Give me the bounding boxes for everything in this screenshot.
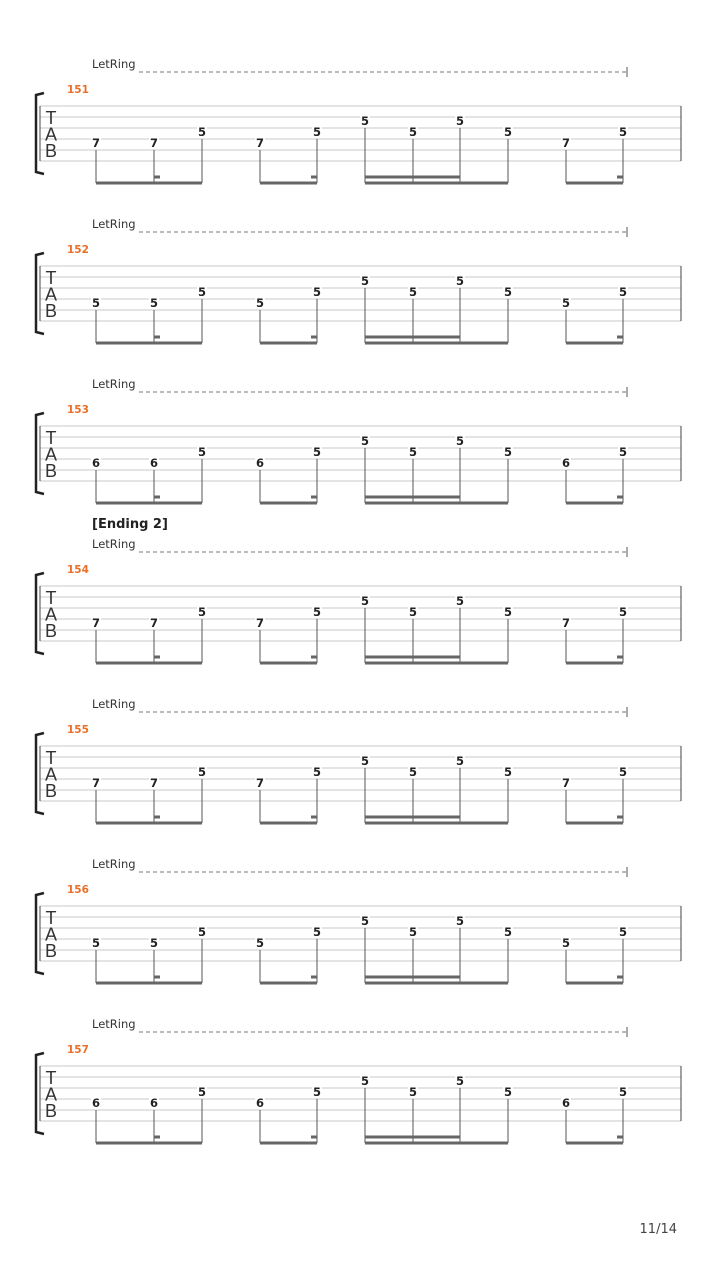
fret-number: 6 [149, 1096, 159, 1110]
fret-number: 5 [455, 914, 465, 928]
beam [365, 182, 508, 185]
fret-number: 5 [312, 765, 322, 779]
fret-number: 5 [312, 445, 322, 459]
beam [96, 822, 202, 825]
tab-letter-t: T [45, 748, 57, 768]
fret-number: 5 [91, 936, 101, 950]
beam-stub [154, 976, 160, 979]
beam [96, 502, 202, 505]
beam [96, 342, 202, 345]
beam [96, 662, 202, 665]
fret-number: 5 [618, 285, 628, 299]
fret-number: 5 [197, 285, 207, 299]
beam-secondary [365, 336, 460, 339]
fret-number: 5 [618, 765, 628, 779]
fret-number: 5 [455, 274, 465, 288]
measure-number: 154 [67, 564, 89, 576]
fret-number: 5 [360, 754, 370, 768]
tab-letter-b: B [44, 301, 58, 321]
tab-letter-a: A [44, 124, 58, 145]
fret-number: 5 [197, 445, 207, 459]
tab-letter-t: T [45, 908, 57, 928]
fret-number: 5 [618, 605, 628, 619]
letring-label: LetRing [92, 377, 136, 391]
fret-number: 5 [408, 445, 418, 459]
fret-number: 5 [408, 765, 418, 779]
fret-number: 5 [455, 1074, 465, 1088]
fret-number: 5 [197, 605, 207, 619]
tab-letter-t: T [45, 108, 57, 128]
fret-number: 5 [503, 1085, 513, 1099]
fret-number: 5 [503, 285, 513, 299]
beam [260, 502, 317, 505]
fret-number: 5 [503, 925, 513, 939]
fret-number: 5 [360, 1074, 370, 1088]
fret-number: 7 [91, 616, 101, 630]
tab-letter-t: T [45, 588, 57, 608]
tab-letter-a: A [44, 444, 58, 465]
fret-number: 7 [255, 776, 265, 790]
fret-number: 6 [561, 456, 571, 470]
beam-stub [311, 816, 317, 819]
beam [365, 822, 508, 825]
tab-letter-a: A [44, 284, 58, 305]
tab-letter-b: B [44, 941, 58, 961]
fret-number: 5 [618, 925, 628, 939]
fret-number: 5 [360, 274, 370, 288]
fret-number: 6 [255, 456, 265, 470]
beam-secondary [365, 176, 460, 179]
tab-letter-b: B [44, 781, 58, 801]
tab-letter-a: A [44, 764, 58, 785]
fret-number: 6 [561, 1096, 571, 1110]
section-label: [Ending 2] [92, 517, 168, 532]
fret-number: 5 [408, 1085, 418, 1099]
fret-number: 7 [255, 136, 265, 150]
fret-number: 5 [149, 296, 159, 310]
fret-number: 5 [455, 594, 465, 608]
fret-number: 6 [149, 456, 159, 470]
fret-number: 5 [503, 605, 513, 619]
fret-number: 5 [561, 936, 571, 950]
beam [566, 822, 623, 825]
fret-number: 5 [312, 605, 322, 619]
beam [365, 342, 508, 345]
measure-number: 155 [67, 724, 89, 736]
beam-stub [154, 656, 160, 659]
beam [566, 502, 623, 505]
fret-number: 5 [360, 914, 370, 928]
tab-letter-t: T [45, 268, 57, 288]
beam-secondary [365, 976, 460, 979]
fret-number: 5 [408, 925, 418, 939]
beam [566, 182, 623, 185]
tab-letter-b: B [44, 1101, 58, 1121]
tab-letter-b: B [44, 461, 58, 481]
letring-label: LetRing [92, 1017, 136, 1031]
measure-number: 152 [67, 244, 89, 256]
measure-number: 156 [67, 884, 89, 896]
beam-stub [617, 496, 623, 499]
fret-number: 7 [561, 776, 571, 790]
fret-number: 7 [149, 776, 159, 790]
beam [566, 342, 623, 345]
beam-stub [154, 176, 160, 179]
letring-label: LetRing [92, 57, 136, 71]
fret-number: 5 [197, 125, 207, 139]
beam-stub [154, 496, 160, 499]
beam [260, 822, 317, 825]
fret-number: 5 [618, 1085, 628, 1099]
fret-number: 7 [255, 616, 265, 630]
letring-label: LetRing [92, 217, 136, 231]
beam [260, 182, 317, 185]
fret-number: 5 [408, 125, 418, 139]
beam [96, 982, 202, 985]
fret-number: 5 [503, 125, 513, 139]
fret-number: 6 [91, 456, 101, 470]
beam [365, 1142, 508, 1145]
measure-number: 153 [67, 404, 89, 416]
measure-number: 151 [67, 84, 89, 96]
fret-number: 5 [197, 925, 207, 939]
beam-stub [617, 336, 623, 339]
tab-letter-b: B [44, 621, 58, 641]
fret-number: 5 [197, 765, 207, 779]
beam [96, 182, 202, 185]
fret-number: 6 [255, 1096, 265, 1110]
fret-number: 5 [408, 605, 418, 619]
fret-number: 5 [312, 925, 322, 939]
letring-label: LetRing [92, 537, 136, 551]
fret-number: 5 [360, 434, 370, 448]
fret-number: 5 [91, 296, 101, 310]
fret-number: 7 [149, 136, 159, 150]
measure-number: 157 [67, 1044, 89, 1056]
fret-number: 5 [197, 1085, 207, 1099]
fret-number: 5 [561, 296, 571, 310]
fret-number: 5 [455, 434, 465, 448]
letring-label: LetRing [92, 697, 136, 711]
fret-number: 5 [312, 1085, 322, 1099]
tab-letter-t: T [45, 428, 57, 448]
fret-number: 5 [455, 754, 465, 768]
beam-stub [617, 816, 623, 819]
beam [260, 342, 317, 345]
fret-number: 5 [618, 445, 628, 459]
beam-stub [311, 1136, 317, 1139]
beam [365, 982, 508, 985]
beam [96, 1142, 202, 1145]
beam [365, 502, 508, 505]
tab-letter-a: A [44, 924, 58, 945]
tab-letter-a: A [44, 604, 58, 625]
beam [566, 662, 623, 665]
beam-stub [154, 336, 160, 339]
fret-number: 7 [561, 616, 571, 630]
beam-stub [311, 976, 317, 979]
fret-number: 7 [91, 776, 101, 790]
fret-number: 5 [360, 594, 370, 608]
fret-number: 5 [255, 936, 265, 950]
beam [365, 662, 508, 665]
beam-stub [311, 656, 317, 659]
fret-number: 5 [455, 114, 465, 128]
beam [260, 662, 317, 665]
fret-number: 5 [408, 285, 418, 299]
beam-stub [311, 496, 317, 499]
beam-stub [311, 336, 317, 339]
tab-letter-b: B [44, 141, 58, 161]
tab-letter-a: A [44, 1084, 58, 1105]
fret-number: 5 [149, 936, 159, 950]
fret-number: 5 [312, 125, 322, 139]
beam-secondary [365, 816, 460, 819]
fret-number: 6 [91, 1096, 101, 1110]
beam-stub [617, 656, 623, 659]
beam-stub [617, 976, 623, 979]
fret-number: 7 [561, 136, 571, 150]
fret-number: 5 [255, 296, 265, 310]
page-number: 11/14 [639, 1222, 677, 1237]
beam-secondary [365, 1136, 460, 1139]
letring-label: LetRing [92, 857, 136, 871]
beam [260, 982, 317, 985]
fret-number: 5 [312, 285, 322, 299]
beam-secondary [365, 496, 460, 499]
beam-stub [311, 176, 317, 179]
fret-number: 5 [503, 445, 513, 459]
fret-number: 7 [149, 616, 159, 630]
fret-number: 7 [91, 136, 101, 150]
beam [260, 1142, 317, 1145]
tab-letter-t: T [45, 1068, 57, 1088]
beam-stub [617, 176, 623, 179]
beam [566, 1142, 623, 1145]
fret-number: 5 [618, 125, 628, 139]
fret-number: 5 [360, 114, 370, 128]
beam-stub [154, 816, 160, 819]
beam-stub [617, 1136, 623, 1139]
beam [566, 982, 623, 985]
beam-stub [154, 1136, 160, 1139]
beam-secondary [365, 656, 460, 659]
fret-number: 5 [503, 765, 513, 779]
